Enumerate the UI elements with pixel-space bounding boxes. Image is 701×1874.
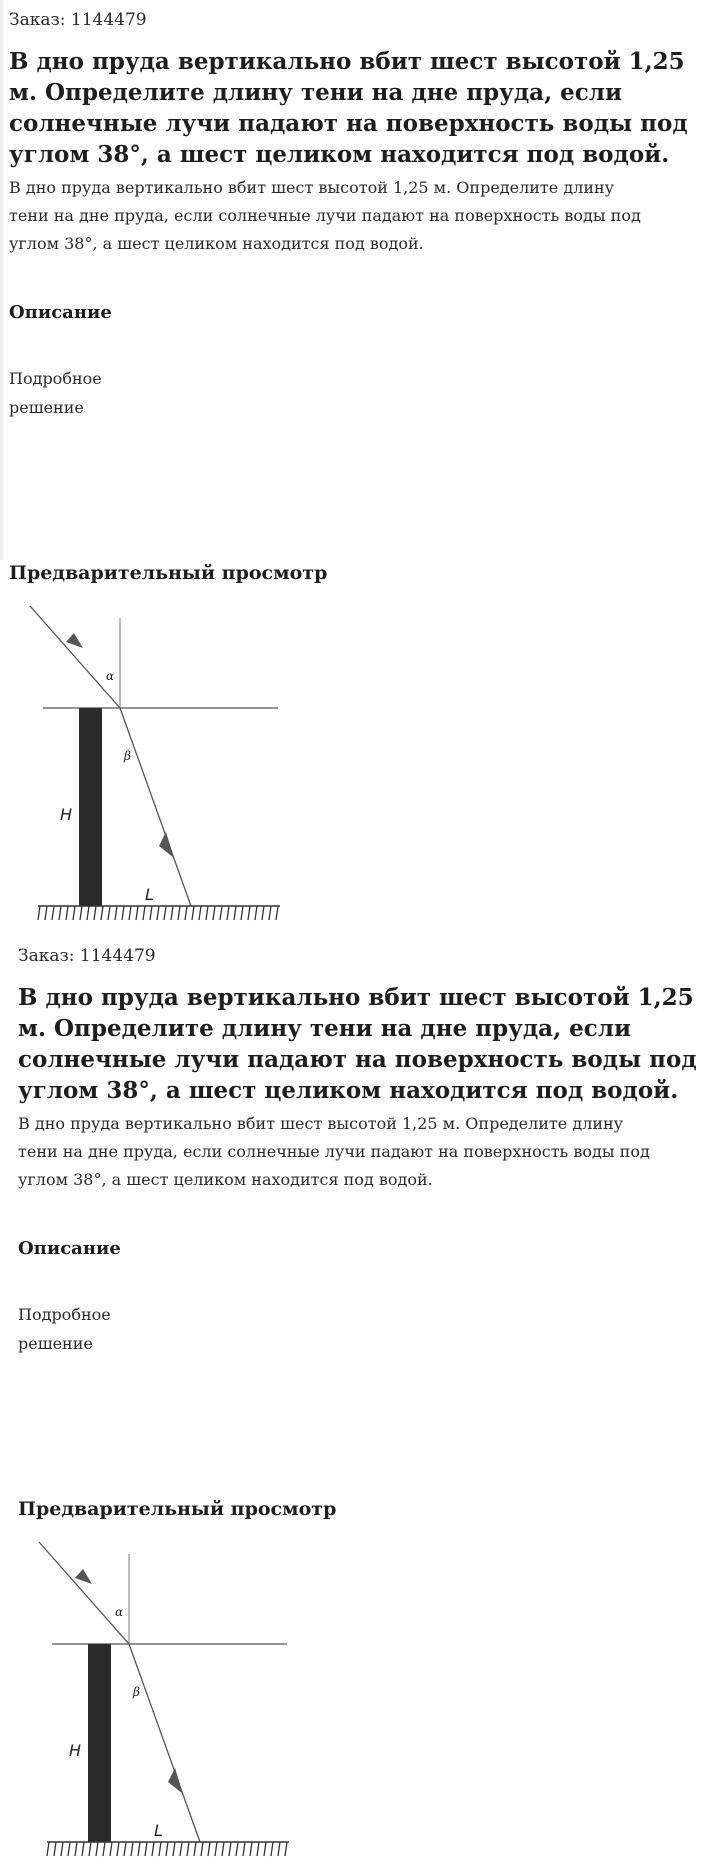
detail-line-1: Подробное [18, 1305, 111, 1324]
shadow-length-label: L [154, 1821, 163, 1840]
bottom-hatching [47, 1842, 287, 1856]
pole [79, 708, 102, 906]
detail-line-2: решение [9, 398, 84, 417]
refracted-arrow [168, 1768, 183, 1794]
description-heading: Описание [9, 302, 112, 323]
bottom-hatching [38, 906, 278, 920]
shadow-length-label: L [145, 885, 154, 904]
incident-arrow [75, 1569, 92, 1584]
incident-ray [39, 1542, 129, 1644]
height-label: H [69, 1741, 82, 1760]
detailed-solution-label [9, 364, 129, 422]
content-inner [9, 936, 701, 1872]
alpha-label: α [106, 669, 115, 683]
pole [88, 1644, 111, 1842]
description-heading: Описание [18, 1238, 121, 1259]
beta-label: β [124, 749, 131, 763]
order-number: Заказ: 1144479 [9, 10, 147, 30]
preview-heading: Предварительный просмотр [9, 562, 328, 584]
pole-shadow-diagram [28, 600, 288, 930]
beta-label: β [133, 1685, 140, 1699]
refracted-ray [120, 708, 191, 906]
content-block-2 [0, 936, 701, 1872]
incident-arrow [66, 633, 83, 648]
alpha-label: α [115, 1605, 124, 1619]
height-label: H [60, 805, 73, 824]
content-inner [0, 0, 692, 936]
pole-shadow-diagram [37, 1536, 297, 1866]
problem-title: В дно пруда вертикально вбит шест высотой 1,25 м. Определите длину тени на дне пруда, если солнечные лучи падают на поверхность воды под углом 38°, а шест целиком находится под водой. [18, 984, 697, 1104]
preview-heading: Предварительный просмотр [18, 1498, 337, 1520]
detail-line-2: решение [18, 1334, 93, 1353]
problem-text: В дно пруда вертикально вбит шест высотой 1,25 м. Определите длину тени на дне пруда, если солнечные лучи падают на поверхность воды под углом 38°, а шест целиком находится под водой. [18, 1114, 650, 1189]
detailed-solution-label [18, 1300, 138, 1358]
problem-title: В дно пруда вертикально вбит шест высотой 1,25 м. Определите длину тени на дне пруда, если солнечные лучи падают на поверхность воды под углом 38°, а шест целиком находится под водой. [9, 48, 688, 168]
refracted-ray [129, 1644, 200, 1842]
incident-ray [30, 606, 120, 708]
refracted-arrow [159, 832, 174, 858]
content-block-1 [0, 0, 701, 936]
problem-text: В дно пруда вертикально вбит шест высотой 1,25 м. Определите длину тени на дне пруда, если солнечные лучи падают на поверхность воды под углом 38°, а шест целиком находится под водой. [9, 178, 641, 253]
detail-line-1: Подробное [9, 369, 102, 388]
order-number: Заказ: 1144479 [18, 946, 156, 966]
